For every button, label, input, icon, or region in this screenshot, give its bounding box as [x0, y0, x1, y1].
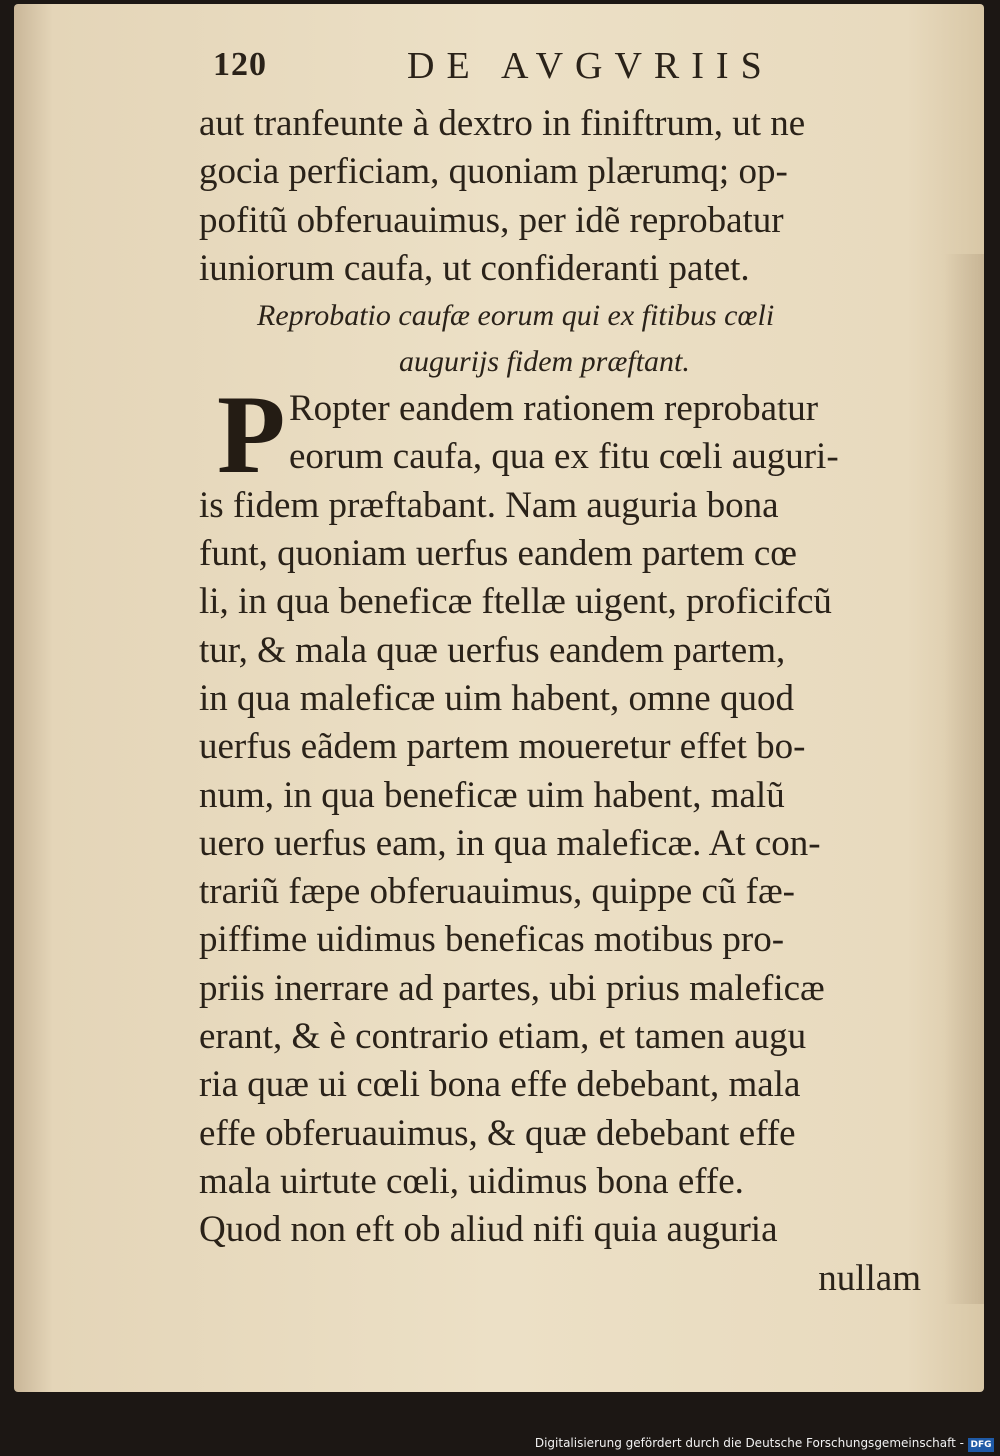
- text-line: mala uirtute cœli, uidimus bona effe.: [199, 1160, 744, 1202]
- dfg-logo: DFG: [968, 1438, 994, 1452]
- text-line: effe obferuauimus, & quæ debebant effe: [199, 1112, 796, 1154]
- drop-cap: P: [217, 373, 286, 498]
- paragraph-opening: [199, 373, 939, 498]
- section-heading: Reprobatio caufæ eorum qui ex fitibus cœli: [257, 299, 775, 333]
- text-line: trariũ fæpe obferuauimus, quippe cũ fæ-: [199, 871, 795, 913]
- text-line: priis inerrare ad partes, ubi prius maleficæ: [199, 967, 825, 1009]
- text-line: gocia perficiam, quoniam plærumq; op-: [199, 151, 788, 193]
- running-title: DE AVGVRIIS: [407, 45, 774, 87]
- text-line: iuniorum caufa, ut confideranti patet.: [199, 247, 750, 289]
- page-number: 120: [213, 46, 267, 83]
- text-line: num, in qua beneficæ uim habent, malũ: [199, 774, 785, 816]
- text-line: funt, quoniam uerfus eandem partem cœ: [199, 533, 797, 575]
- text-line: erant, & è contrario etiam, et tamen augu: [199, 1016, 807, 1058]
- text-line: Quod non eft ob aliud nifi quia auguria: [199, 1209, 778, 1251]
- text-line: piffime uidimus beneficas motibus pro-: [199, 919, 785, 961]
- digitization-credit: Digitalisierung gefördert durch die Deutsche Forschungsgemeinschaft -: [534, 1436, 964, 1450]
- page-shadow: [944, 254, 984, 1304]
- text-line: is fidem præftabant. Nam auguria bona: [199, 484, 779, 526]
- text-line: eorum caufa, qua ex fitu cœli auguri-: [289, 436, 839, 478]
- section-heading: augurijs fidem præftant.: [399, 345, 690, 379]
- book-page: [14, 4, 984, 1392]
- text-block: [199, 40, 939, 1303]
- running-head: [199, 40, 939, 100]
- text-line: ria quæ ui cœli bona effe debebant, mala: [199, 1064, 801, 1106]
- text-line: uero uerfus eam, in qua maleficæ. At con-: [199, 822, 821, 864]
- text-line: pofitũ obferuauimus, per idẽ reprobatur: [199, 199, 784, 241]
- text-line: li, in qua beneficæ ftellæ uigent, proficifcũ: [199, 581, 832, 623]
- text-line: in qua maleficæ uim habent, omne quod: [199, 677, 794, 719]
- text-line: Ropter eandem rationem reprobatur: [289, 388, 819, 430]
- text-line: uerfus eãdem partem moueretur effet bo-: [199, 726, 806, 768]
- text-line: tur, & mala quæ uerfus eandem partem,: [199, 629, 786, 671]
- catchword: nullam: [818, 1257, 921, 1299]
- text-line: aut tranfeunte à dextro in finiftrum, ut ne: [199, 103, 806, 144]
